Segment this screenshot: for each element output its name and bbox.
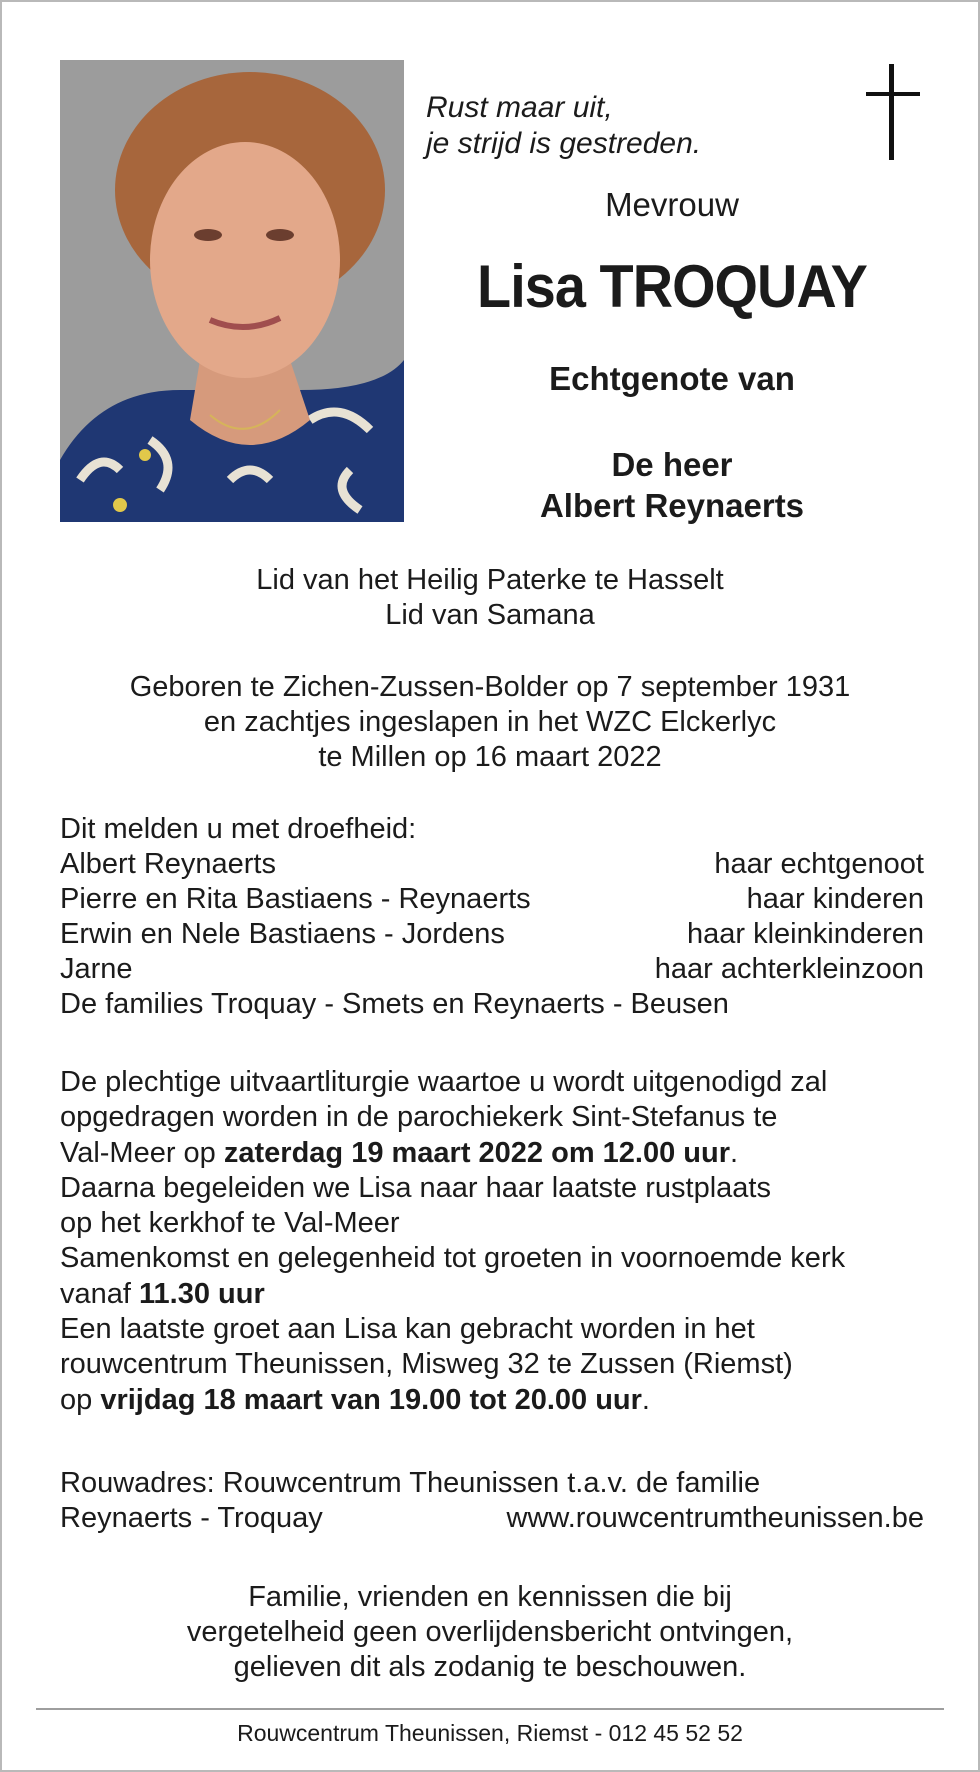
mourner-families: De families Troquay - Smets en Reynaerts - Beusen [60,988,729,1020]
funeral-line [60,1136,940,1171]
memberships [32,563,948,633]
notice-line: vergetelheid geen overlijdensbericht ontvingen, [186,1616,794,1648]
mourner-name: Jarne [60,953,133,985]
funeral-text: op [60,1383,101,1416]
notice [32,1580,948,1685]
portrait-illustration [60,60,404,522]
spouse-name: Albert Reynaerts [539,487,805,524]
mourner-relation: haar achterkleinzoon [654,953,924,985]
funeral-date: zaterdag 19 maart 2022 om 12.00 uur [223,1136,731,1169]
mourner-relation: haar kinderen [746,883,924,915]
mourner-name: Pierre en Rita Bastiaens - Reynaerts [60,883,531,915]
birth-death-line: te Millen op 16 maart 2022 [318,741,662,773]
mourner-row [60,882,924,917]
mourner-row [60,847,924,882]
mourner-relation: haar echtgenoot [714,848,924,880]
funeral-line: op het kerkhof te Val-Meer [60,1207,400,1240]
spouse-title: De heer [611,446,733,483]
latin-cross-icon [866,64,920,160]
mourning-address [60,1466,924,1536]
motto [426,90,701,162]
divider [36,1708,944,1710]
mourner-name: Albert Reynaerts [60,848,276,880]
portrait-photo [60,60,404,522]
membership-line: Lid van Samana [385,599,595,631]
motto-line: Rust maar uit, [426,91,613,124]
address-row [60,1501,924,1536]
funeral-text: Val-Meer op [60,1136,224,1169]
spouse-block [432,444,912,526]
membership-line: Lid van het Heilig Paterke te Hasselt [256,564,724,596]
motto-line: je strijd is gestreden. [426,127,702,160]
address-line: Rouwadres: Rouwcentrum Theunissen t.a.v. de familie [60,1467,761,1499]
footer: Rouwcentrum Theunissen, Riemst - 012 45 52 52 [237,1720,743,1746]
mourner-row [60,917,924,952]
birth-death [32,670,948,775]
funeral-line: Samenkomst en gelegenheid tot groeten in voornoemde kerk [60,1242,846,1275]
funeral-line: Daarna begeleiden we Lisa naar haar laatste rustplaats [60,1171,771,1204]
address-family: Reynaerts - Troquay [60,1502,323,1534]
funeral-text: vanaf [60,1277,139,1310]
funeral-text: . [641,1383,650,1416]
birth-death-line: Geboren te Zichen-Zussen-Bolder op 7 september 1931 [129,671,851,703]
deceased-name: Lisa TROQUAY [477,253,867,320]
funeral-line: De plechtige uitvaartliturgie waartoe u wordt uitgenodigd zal [60,1066,828,1098]
funeral-line [60,1277,940,1312]
funeral-line: opgedragen worden in de parochiekerk Sint-Stefanus te [60,1101,778,1134]
salutation: Mevrouw [605,186,739,223]
funeral-line: Een laatste groet aan Lisa kan gebracht worden in het [60,1313,755,1346]
gathering-time: 11.30 uur [139,1277,265,1310]
funeral-line: rouwcentrum Theunissen, Misweg 32 te Zussen (Riemst) [60,1348,793,1381]
birth-death-line: en zachtjes ingeslapen in het WZC Elckerlyc [203,706,777,738]
notice-line: gelieven dit als zodanig te beschouwen. [233,1651,747,1683]
mourner-name: Erwin en Nele Bastiaens - Jordens [60,918,505,950]
visitation-time: vrijdag 18 maart van 19.00 tot 20.00 uur [100,1383,642,1416]
funeral-text: . [730,1136,739,1169]
mourners [60,812,924,1022]
funeral-line [60,1383,940,1418]
spouse-label: Echtgenote van [549,360,795,397]
mourner-row [60,952,924,987]
mourner-relation: haar kleinkinderen [687,918,924,950]
notice-line: Familie, vrienden en kennissen die bij [248,1581,732,1613]
funeral-details [60,1065,940,1418]
website-link[interactable]: www.rouwcentrumtheunissen.be [506,1502,924,1534]
mourners-intro: Dit melden u met droefheid: [60,813,417,845]
